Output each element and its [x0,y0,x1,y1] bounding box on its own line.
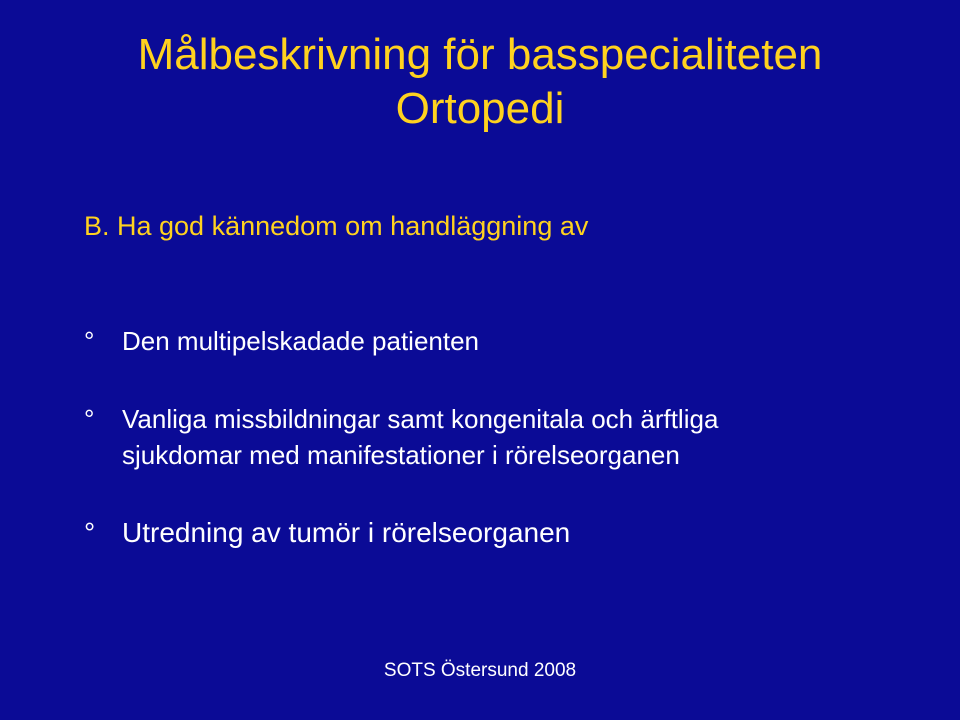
slide-footer: SOTS Östersund 2008 [383,660,577,681]
slide-subtitle: B. Ha god kännedom om handläggning av [84,211,589,241]
bullet-text-line-2: sjukdomar med manifestationer i rörelseorganen [122,440,680,470]
bullet-marker: ° [84,404,95,434]
bullet-text: Utredning av tumör i rörelseorganen [122,517,571,548]
bullet-text-line-1: Vanliga missbildningar samt kongenitala och ärftliga [122,404,719,434]
slide-title [0,28,960,136]
bullet-marker: ° [84,326,95,356]
bullet-marker: ° [84,517,96,548]
title-line-2: Ortopedi [395,84,565,133]
bullet-text [122,401,922,473]
bullet-text: Den multipelskadade patienten [122,326,480,356]
title-line-1: Målbeskrivning för basspecialiteten [137,30,823,79]
